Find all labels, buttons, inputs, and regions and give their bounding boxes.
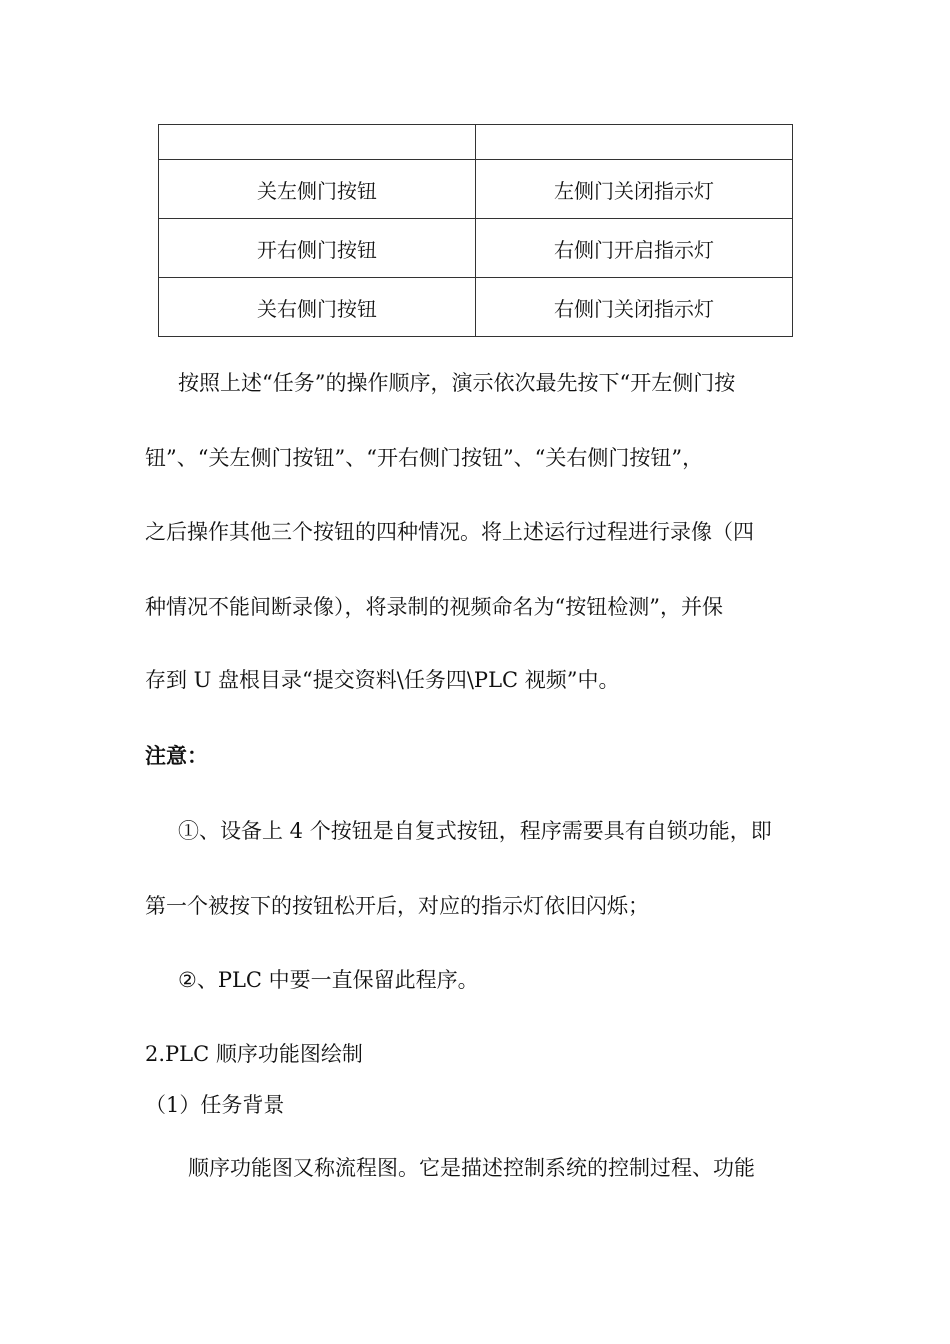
paragraph-line: 之后操作其他三个按钮的四种情况。将上述运行过程进行录像（四 xyxy=(145,520,754,544)
table-cell: 开右侧门按钮 xyxy=(159,219,476,278)
paragraph-line: 钮”、“关左侧门按钮”、“开右侧门按钮”、“关右侧门按钮”， xyxy=(145,446,704,470)
table-row xyxy=(159,125,793,160)
paragraph-line: 存到 U 盘根目录“提交资料\任务四\PLC 视频”中。 xyxy=(145,668,620,692)
paragraph-line: 种情况不能间断录像），将录制的视频命名为“按钮检测”，并保 xyxy=(145,595,723,619)
paragraph-line: 顺序功能图又称流程图。它是描述控制系统的控制过程、功能 xyxy=(188,1156,755,1180)
table-row xyxy=(159,278,793,337)
table-cell xyxy=(159,125,476,160)
section-heading: 2.PLC 顺序功能图绘制 xyxy=(145,1042,363,1066)
table-cell: 右侧门关闭指示灯 xyxy=(476,278,793,337)
table-cell: 关左侧门按钮 xyxy=(159,160,476,219)
io-assignment-table xyxy=(158,124,793,337)
table-cell: 右侧门开启指示灯 xyxy=(476,219,793,278)
table-row xyxy=(159,160,793,219)
note-item-line: ②、PLC 中要一直保留此程序。 xyxy=(178,968,479,992)
table-cell: 关右侧门按钮 xyxy=(159,278,476,337)
table-row xyxy=(159,219,793,278)
paragraph-line: 按照上述“任务”的操作顺序，演示依次最先按下“开左侧门按 xyxy=(178,371,736,395)
sub-heading: （1）任务背景 xyxy=(145,1093,285,1117)
note-item-line: ①、设备上 4 个按钮是自复式按钮，程序需要具有自锁功能，即 xyxy=(178,819,772,843)
note-item-line: 第一个被按下的按钮松开后，对应的指示灯依旧闪烁； xyxy=(145,894,649,918)
table-cell xyxy=(476,125,793,160)
note-heading: 注意： xyxy=(145,743,208,768)
table-cell: 左侧门关闭指示灯 xyxy=(476,160,793,219)
